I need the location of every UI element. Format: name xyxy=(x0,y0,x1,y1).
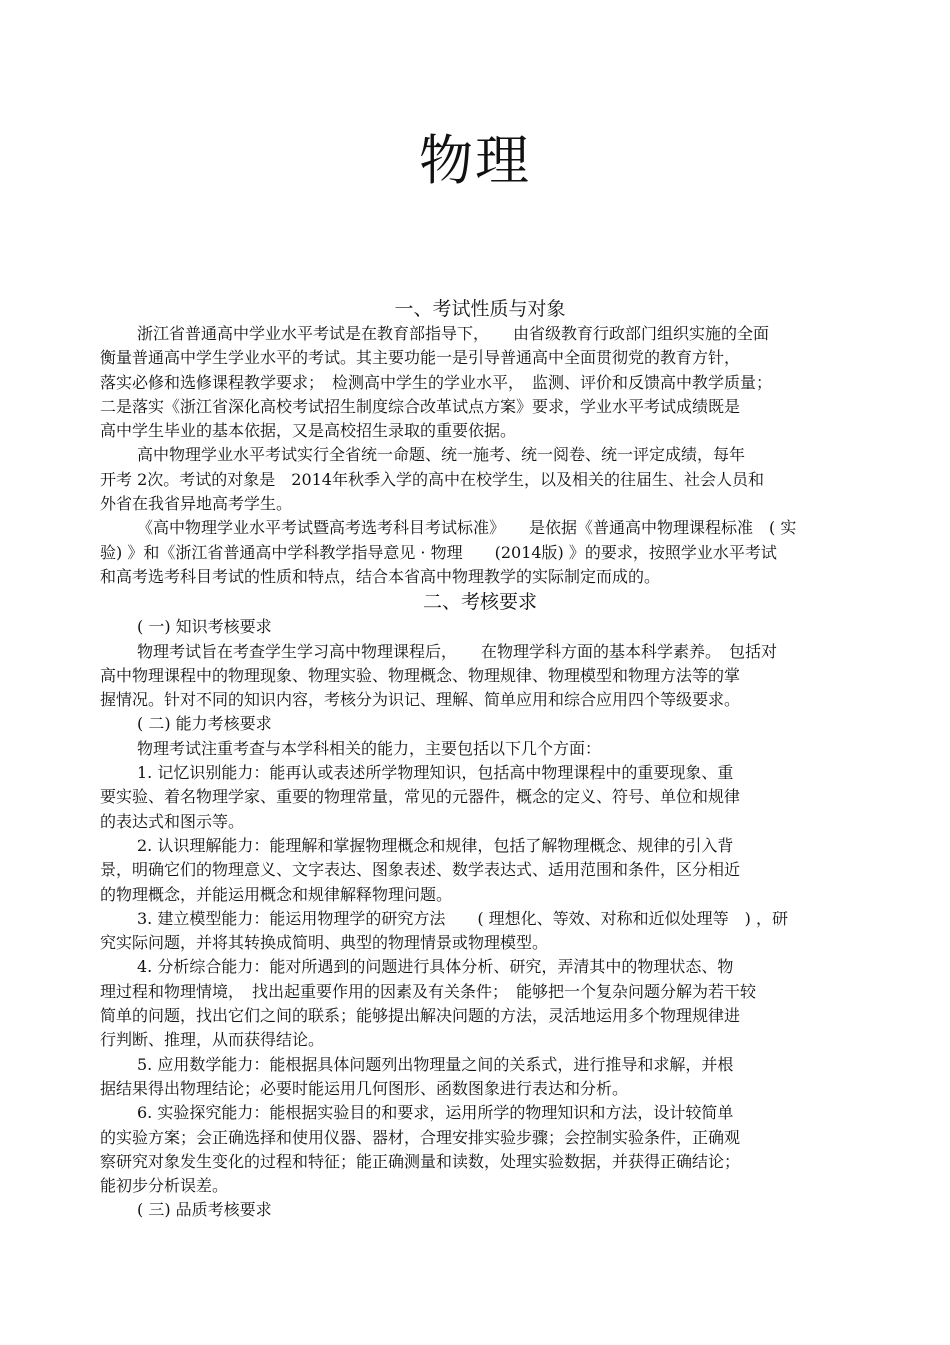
text-line: 4. 分析综合能力：能对所遇到的问题进行具体分析、研究，弄清其中的物理状态、物 xyxy=(137,957,734,977)
subsection-heading: ( 二) 能力考核要求 xyxy=(137,714,272,734)
text-line: 浙江省普通高中学业水平考试是在教育部指导下， 由省级教育行政部门组织实施的全面 xyxy=(137,324,770,343)
text-line: 握情况。针对不同的知识内容，考核分为识记、理解、简单应用和综合应用四个等级要求。 xyxy=(100,690,741,710)
text-line: 3. 建立模型能力：能运用物理学的研究方法 ( 理想化、等效、对称和近似处理等 ) ，研 xyxy=(137,908,789,928)
paragraph xyxy=(100,640,860,713)
paragraph xyxy=(100,322,860,443)
text-line: 2. 认识理解能力：能理解和掌握物理概念和规律，包括了解物理概念、规律的引入背 xyxy=(137,835,734,855)
text-line: 行判断、推理，从而获得结论。 xyxy=(100,1030,325,1050)
text-line: 高中物理课程中的物理现象、物理实验、物理概念、物理规律、物理模型和物理方法等的掌 xyxy=(100,665,741,685)
text-line: 简单的问题，找出它们之间的联系；能够提出解决问题的方法，灵活地运用多个物理规律进 xyxy=(100,1006,741,1026)
text-line: 物理考试注重考查与本学科相关的能力，主要包括以下几个方面： xyxy=(137,738,602,758)
text-line: 落实必修和选修课程教学要求； 检测高中学生的学业水平， 监测、评价和反馈高中教学质量； xyxy=(100,372,773,392)
text-line: 理过程和物理情境， 找出起重要作用的因素及有关条件； 能够把一个复杂问题分解为若干较 xyxy=(100,981,757,1001)
numbered-paragraph xyxy=(100,1053,860,1102)
section-heading: 一、考试性质与对象 xyxy=(394,298,566,320)
text-line: 据结果得出物理结论；必要时能运用几何图形、函数图象进行表达和分析。 xyxy=(100,1078,629,1098)
paragraph xyxy=(100,737,860,761)
text-line: 《高中物理学业水平考试暨高考选考科目考试标准》 是依据《普通高中物理课程标准 ( 实 xyxy=(137,518,797,538)
text-line: 的实验方案；会正确选择和使用仪器、器材，合理安排实验步骤；会控制实验条件，正确观 xyxy=(100,1127,741,1147)
text-line: 1. 记忆识别能力：能再认或表述所学物理知识，包括高中物理课程中的重要现象、重 xyxy=(137,763,734,783)
text-line: 景，明确它们的物理意义、文字表达、图象表述、数学表达式、适用范围和条件，区分相近 xyxy=(100,860,741,880)
text-line: 的表达式和图示等。 xyxy=(100,811,245,831)
text-line: 察研究对象发生变化的过程和特征；能正确测量和读数，处理实验数据，并获得正确结论； xyxy=(100,1151,741,1171)
section-heading: 二、考核要求 xyxy=(422,591,537,614)
text-line: 和高考选考科目考试的性质和特点，结合本省高中物理教学的实际制定而成的。 xyxy=(100,566,661,586)
text-line: 物理考试旨在考查学生学习高中物理课程后， 在物理学科方面的基本科学素养。 包括对 xyxy=(137,641,778,661)
text-line: 究实际问题，并将其转换成简明、典型的物理情景或物理模型。 xyxy=(100,933,549,953)
text-line: 开考 2次。考试的对象是 2014年秋季入学的高中在校学生，以及相关的往届生、社会人员和 xyxy=(100,469,764,489)
paragraph xyxy=(100,443,860,516)
text-line: 要实验、着名物理学家、重要的物理常量，常见的元器件，概念的定义、符号、单位和规律 xyxy=(100,787,741,807)
text-line: 的物理概念，并能运用概念和规律解释物理问题。 xyxy=(100,884,453,904)
numbered-paragraph xyxy=(100,907,860,956)
page-title: 物理 xyxy=(419,129,531,192)
numbered-paragraph xyxy=(100,955,860,1052)
text-line: 5. 应用数学能力：能根据具体问题列出物理量之间的关系式，进行推导和求解，并根 xyxy=(137,1054,734,1074)
text-line: 能初步分析误差。 xyxy=(100,1176,229,1196)
text-line: 高中物理学业水平考试实行全省统一命题、统一施考、统一阅卷、统一评定成绩，每年 xyxy=(137,445,746,465)
document-body xyxy=(100,296,860,1223)
text-line: 验) 》和《浙江省普通高中学科教学指导意见 · 物理 (2014版) 》的要求，按照学业水平考试 xyxy=(100,542,777,562)
subsection-heading: ( 一) 知识考核要求 xyxy=(137,617,272,637)
numbered-paragraph xyxy=(100,834,860,907)
text-line: 高中学生毕业的基本依据，又是高校招生录取的重要依据。 xyxy=(100,421,517,441)
text-line: 衡量普通高中学生学业水平的考试。其主要功能一是引导普通高中全面贯彻党的教育方针， xyxy=(100,348,741,368)
numbered-paragraph xyxy=(100,761,860,834)
text-line: 二是落实《浙江省深化高校考试招生制度综合改革试点方案》要求，学业水平考试成绩既是 xyxy=(100,396,741,416)
paragraph xyxy=(100,516,860,589)
text-line: 6. 实验探究能力：能根据实验目的和要求，运用所学的物理知识和方法，设计较简单 xyxy=(137,1103,734,1123)
numbered-paragraph xyxy=(100,1101,860,1198)
text-line: 外省在我省异地高考学生。 xyxy=(100,494,293,514)
subsection-heading: ( 三) 品质考核要求 xyxy=(137,1200,272,1220)
